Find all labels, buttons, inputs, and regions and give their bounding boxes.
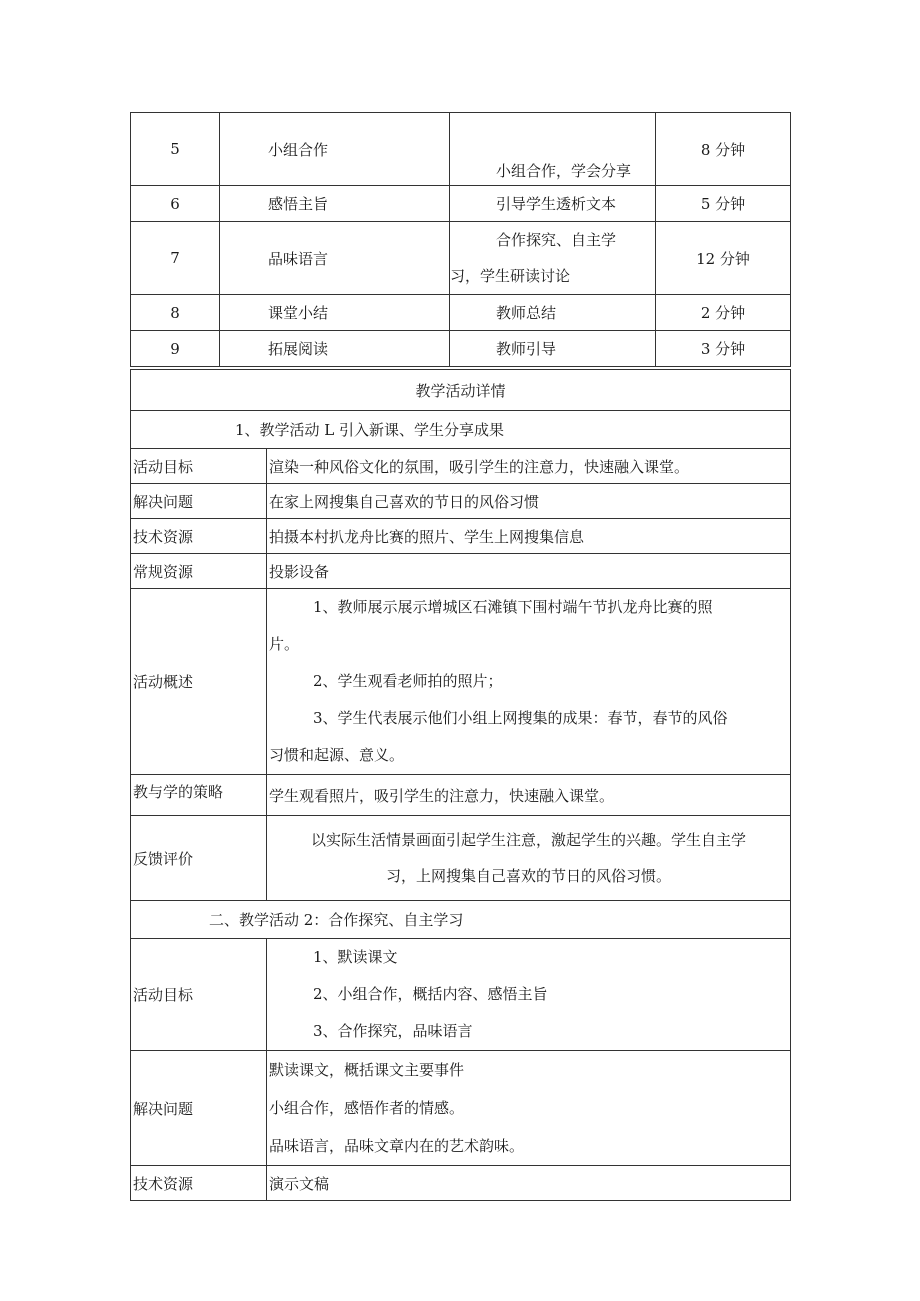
problem-line: 小组合作，感悟作者的情感。: [269, 1099, 465, 1117]
step-name: 拓展阅读: [220, 331, 450, 367]
activity2-heading: 二、教学活动 2：合作探究、自主学习: [131, 901, 791, 939]
step-name: 感悟主旨: [220, 186, 450, 222]
table-row: [131, 554, 791, 589]
step-duration: 5 分钟: [656, 186, 791, 222]
table-row: [131, 411, 791, 449]
row-label: 技术资源: [131, 519, 267, 554]
table-row: [131, 1166, 791, 1201]
activity1-heading: 1、教学活动 L 引入新课、学生分享成果: [131, 411, 791, 449]
step-number: 8: [131, 295, 220, 331]
step-name: 品味语言: [220, 222, 450, 295]
step-duration: 12 分钟: [656, 222, 791, 295]
table-row: [131, 331, 791, 367]
step-method: 教师引导: [450, 331, 656, 367]
goal-line: 2、小组合作，概括内容、感悟主旨: [313, 985, 548, 1003]
table-row: [131, 113, 791, 186]
activity-detail-table: [130, 369, 791, 1201]
step-number: 6: [131, 186, 220, 222]
overview-line: 片。: [269, 635, 300, 653]
activity1-regular: 投影设备: [267, 554, 791, 589]
activity1-feedback: [267, 816, 791, 901]
goal-line: 1、默读课文: [313, 948, 398, 966]
feedback-line: 习，上网搜集自己喜欢的节日的风俗习惯。: [386, 867, 672, 885]
activity2-goals: [267, 939, 791, 1051]
step-method: [450, 222, 656, 295]
activity1-goal: 渲染一种风俗文化的氛围，吸引学生的注意力，快速融入课堂。: [267, 449, 791, 484]
step-duration: 8 分钟: [656, 113, 791, 186]
activity1-problem: 在家上网搜集自己喜欢的节日的风俗习惯: [267, 484, 791, 519]
step-number: 9: [131, 331, 220, 367]
table-row: [131, 589, 791, 775]
details-title: 教学活动详情: [131, 370, 791, 411]
activity1-tech: 拍摄本村扒龙舟比赛的照片、学生上网搜集信息: [267, 519, 791, 554]
row-label: 常规资源: [131, 554, 267, 589]
table-row: [131, 370, 791, 411]
row-label: 反馈评价: [131, 816, 267, 901]
table-row: [131, 816, 791, 901]
row-label: 活动目标: [131, 939, 267, 1051]
step-number: 7: [131, 222, 220, 295]
problem-line: 默读课文，概括课文主要事件: [269, 1061, 465, 1079]
table-row: [131, 186, 791, 222]
table-row: [131, 1051, 791, 1166]
step-number: 5: [131, 113, 220, 186]
overview-line: 习惯和起源、意义。: [269, 746, 405, 764]
row-label: 解决问题: [131, 484, 267, 519]
table-row: [131, 901, 791, 939]
goal-line: 3、合作探究，品味语言: [313, 1022, 473, 1040]
step-method: 引导学生透析文本: [450, 186, 656, 222]
step-name: 课堂小结: [220, 295, 450, 331]
overview-line: 2、学生观看老师拍的照片；: [313, 672, 503, 690]
schedule-table: [130, 112, 791, 367]
table-row: [131, 775, 791, 816]
activity2-tech: 演示文稿: [267, 1166, 791, 1201]
overview-line: 3、学生代表展示他们小组上网搜集的成果：春节，春节的风俗: [313, 709, 728, 727]
table-row: [131, 449, 791, 484]
table-row: [131, 222, 791, 295]
table-row: [131, 519, 791, 554]
table-row: [131, 295, 791, 331]
step-method: 教师总结: [450, 295, 656, 331]
step-name: 小组合作: [220, 113, 450, 186]
table-row: [131, 939, 791, 1051]
step-method-line: 习，学生研读讨论: [450, 267, 571, 285]
row-label: 技术资源: [131, 1166, 267, 1201]
activity1-strategy: 学生观看照片，吸引学生的注意力，快速融入课堂。: [267, 775, 791, 816]
row-label: 解决问题: [131, 1051, 267, 1166]
activity1-overview: [267, 589, 791, 775]
table-row: [131, 484, 791, 519]
step-method-line: 合作探究、自主学: [496, 231, 617, 249]
step-method: 小组合作，学会分享: [450, 113, 656, 186]
row-label: 活动目标: [131, 449, 267, 484]
feedback-line: 以实际生活情景画面引起学生注意，激起学生的兴趣。学生自主学: [311, 831, 747, 849]
overview-line: 1、教师展示展示增城区石滩镇下围村端午节扒龙舟比赛的照: [313, 598, 713, 616]
row-label: 活动概述: [131, 589, 267, 775]
problem-line: 品味语言，品味文章内在的艺术韵味。: [269, 1137, 525, 1155]
step-duration: 3 分钟: [656, 331, 791, 367]
step-duration: 2 分钟: [656, 295, 791, 331]
row-label: 教与学的策略: [131, 775, 267, 816]
activity2-problems: [267, 1051, 791, 1166]
